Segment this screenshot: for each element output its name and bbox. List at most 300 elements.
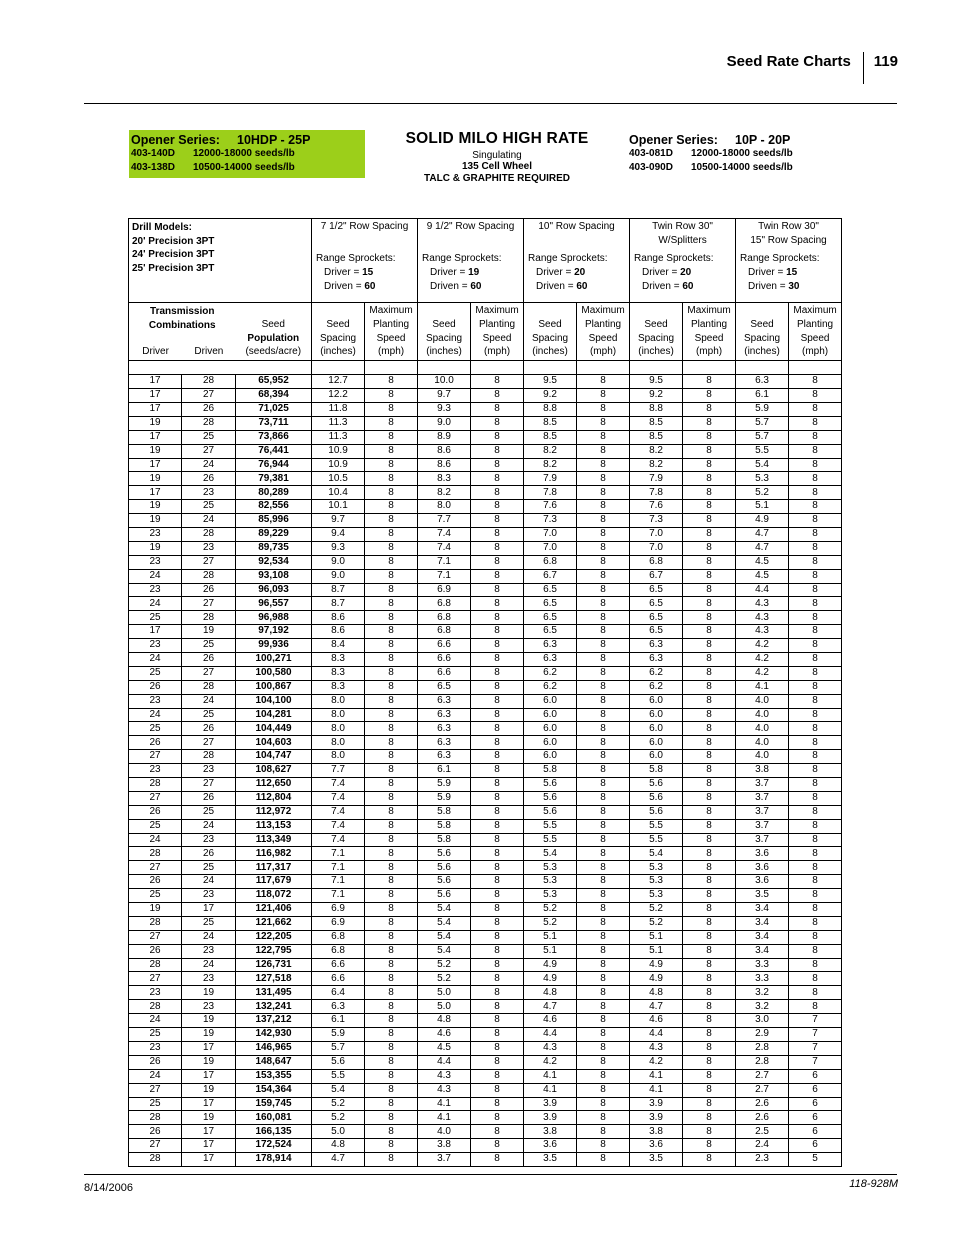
max-speed-cell: 8 (577, 375, 630, 389)
driven-sprocket: Driven = 60 (430, 280, 482, 292)
max-speed-cell: 8 (789, 986, 842, 1000)
seed-spacing-cell: 9.2 (524, 389, 577, 403)
max-speed-cell: 8 (365, 889, 418, 903)
seed-population-cell: 73,711 (236, 416, 312, 430)
driver-cell: 28 (129, 916, 182, 930)
seed-spacing-cell: 6.5 (630, 611, 683, 625)
drill-model: 24' Precision 3PT (132, 249, 215, 261)
seed-population-cell: 93,108 (236, 569, 312, 583)
seed-spacing-cell: 3.6 (736, 847, 789, 861)
seed-population-cell: 96,557 (236, 597, 312, 611)
max-speed-cell: 8 (577, 583, 630, 597)
max-speed-cell: 8 (471, 750, 524, 764)
max-speed-cell: 8 (365, 639, 418, 653)
seed-population-cell: 142,930 (236, 1028, 312, 1042)
max-speed-cell: 8 (683, 389, 736, 403)
max-speed-cell: 8 (577, 430, 630, 444)
table-row (129, 389, 842, 403)
seed-spacing-cell: 8.6 (312, 611, 365, 625)
max-speed-header: Maximum Planting Speed (mph) (471, 303, 524, 361)
driver-cell: 24 (129, 708, 182, 722)
max-speed-cell: 8 (471, 1055, 524, 1069)
max-speed-cell: 8 (365, 972, 418, 986)
max-speed-cell: 8 (789, 569, 842, 583)
group-header (312, 219, 418, 248)
pop-label: (seeds/acre) (245, 346, 302, 358)
seed-spacing-cell: 3.8 (736, 764, 789, 778)
seed-population-cell: 160,081 (236, 1111, 312, 1125)
max-speed-cell: 8 (471, 875, 524, 889)
max-speed-cell: 8 (471, 930, 524, 944)
table-row (129, 986, 842, 1000)
max-speed-cell: 8 (365, 847, 418, 861)
table-row (129, 625, 842, 639)
table-row (129, 708, 842, 722)
max-speed-cell: 8 (471, 764, 524, 778)
drill-model: 20' Precision 3PT (132, 235, 215, 247)
seed-spacing-cell: 11.3 (312, 430, 365, 444)
max-speed-cell: 8 (577, 764, 630, 778)
seed-spacing-cell: 3.7 (736, 833, 789, 847)
seed-spacing-cell: 5.5 (630, 819, 683, 833)
seed-spacing-cell: 8.2 (630, 444, 683, 458)
max-speed-cell: 8 (683, 875, 736, 889)
seed-population-cell: 89,229 (236, 527, 312, 541)
max-speed-cell: 8 (577, 611, 630, 625)
seed-spacing-cell: 8.6 (312, 625, 365, 639)
max-speed-cell: 8 (365, 541, 418, 555)
max-speed-cell: 8 (789, 694, 842, 708)
driver-cell: 19 (129, 500, 182, 514)
max-speed-cell: 8 (365, 569, 418, 583)
max-speed-cell: 8 (683, 833, 736, 847)
max-speed-cell: 8 (683, 666, 736, 680)
group-header (524, 219, 630, 248)
part-number: 403-140D (131, 148, 175, 159)
seed-spacing-cell: 3.4 (736, 944, 789, 958)
driver-cell: 25 (129, 819, 182, 833)
max-speed-cell: 8 (365, 680, 418, 694)
max-speed-cell: 8 (471, 805, 524, 819)
max-speed-cell: 8 (577, 1000, 630, 1014)
max-speed-cell: 8 (789, 527, 842, 541)
table-row (129, 903, 842, 917)
seed-spacing-cell: 5.6 (630, 791, 683, 805)
seed-spacing-cell: 7.4 (312, 833, 365, 847)
seed-spacing-cell: 5.1 (524, 930, 577, 944)
opener-series: 10P - 20P (735, 133, 791, 147)
seed-spacing-cell: 7.0 (630, 527, 683, 541)
max-speed-cell: 8 (789, 708, 842, 722)
seed-population-cell: 96,093 (236, 583, 312, 597)
driver-cell: 26 (129, 944, 182, 958)
driver-cell: 17 (129, 430, 182, 444)
seed-spacing-cell: 5.7 (736, 416, 789, 430)
seed-spacing-cell: 4.7 (736, 527, 789, 541)
opener-series: 10HDP - 25P (237, 133, 311, 147)
max-speed-cell: 8 (471, 1028, 524, 1042)
driver-cell: 26 (129, 736, 182, 750)
seed-spacing-cell: 5.5 (524, 833, 577, 847)
table-row (129, 583, 842, 597)
driver-cell: 23 (129, 583, 182, 597)
max-speed-cell: 8 (365, 653, 418, 667)
driver-cell: 19 (129, 541, 182, 555)
table-row (129, 791, 842, 805)
max-speed-cell: 8 (683, 819, 736, 833)
max-speed-cell: 8 (683, 1139, 736, 1153)
seed-spacing-cell: 7.3 (524, 514, 577, 528)
seed-spacing-cell: 7.1 (312, 847, 365, 861)
table-row (129, 430, 842, 444)
max-speed-cell: 8 (365, 764, 418, 778)
seed-population-cell: 117,679 (236, 875, 312, 889)
seed-spacing-cell: 6.0 (630, 722, 683, 736)
seed-spacing-cell: 8.9 (418, 430, 471, 444)
seed-spacing-cell: 8.3 (312, 666, 365, 680)
max-speed-cell: 8 (365, 694, 418, 708)
seed-population-cell: 122,205 (236, 930, 312, 944)
seed-spacing-header: Seed Spacing (inches) (418, 303, 471, 361)
seed-spacing-cell: 4.3 (418, 1069, 471, 1083)
max-speed-cell: 8 (577, 1097, 630, 1111)
seed-spacing-cell: 5.6 (418, 861, 471, 875)
max-speed-header: Maximum Planting Speed (mph) (577, 303, 630, 361)
seed-spacing-cell: 5.6 (524, 791, 577, 805)
seed-spacing-cell: 6.1 (736, 389, 789, 403)
seed-spacing-cell: 5.9 (736, 402, 789, 416)
max-speed-cell: 8 (683, 639, 736, 653)
driven-cell: 27 (182, 736, 236, 750)
driver-cell: 26 (129, 1125, 182, 1139)
max-speed-cell: 8 (683, 861, 736, 875)
max-speed-cell: 8 (471, 541, 524, 555)
header-rule (84, 103, 897, 104)
max-speed-cell: 8 (683, 500, 736, 514)
max-speed-cell: 8 (577, 875, 630, 889)
max-speed-cell: 8 (365, 500, 418, 514)
driven-cell: 17 (182, 1153, 236, 1167)
driver-cell: 25 (129, 889, 182, 903)
max-speed-cell: 8 (683, 680, 736, 694)
seed-spacing-cell: 5.4 (524, 847, 577, 861)
max-speed-cell: 8 (683, 1055, 736, 1069)
driver-cell: 24 (129, 569, 182, 583)
max-speed-cell: 8 (471, 555, 524, 569)
max-speed-cell: 8 (365, 736, 418, 750)
driven-cell: 19 (182, 1028, 236, 1042)
max-speed-cell: 8 (577, 986, 630, 1000)
seed-spacing-cell: 3.7 (736, 791, 789, 805)
seed-spacing-cell: 4.8 (312, 1139, 365, 1153)
seed-spacing-cell: 4.2 (630, 1055, 683, 1069)
table-row (129, 541, 842, 555)
max-speed-cell: 8 (683, 555, 736, 569)
max-speed-cell: 8 (471, 514, 524, 528)
max-speed-cell: 8 (683, 597, 736, 611)
driver-cell: 28 (129, 1111, 182, 1125)
driven-cell: 27 (182, 597, 236, 611)
seed-spacing-cell: 7.7 (418, 514, 471, 528)
max-speed-cell: 8 (683, 472, 736, 486)
max-speed-cell: 8 (577, 889, 630, 903)
driver-cell: 25 (129, 611, 182, 625)
seed-population-cell: 122,795 (236, 944, 312, 958)
max-speed-cell: 7 (789, 1028, 842, 1042)
max-speed-cell: 8 (577, 972, 630, 986)
table-row (129, 527, 842, 541)
seed-spacing-cell: 3.9 (524, 1111, 577, 1125)
seed-spacing-cell: 4.3 (736, 625, 789, 639)
seed-spacing-cell: 6.3 (418, 750, 471, 764)
driven-cell: 28 (182, 680, 236, 694)
max-speed-cell: 8 (789, 764, 842, 778)
driver-cell: 17 (129, 389, 182, 403)
document-code: 118-928M (849, 1178, 898, 1190)
table-row (129, 611, 842, 625)
max-speed-cell: 8 (789, 833, 842, 847)
seed-spacing-cell: 8.8 (524, 402, 577, 416)
seed-spacing-cell: 6.0 (630, 750, 683, 764)
part-desc: 10500-14000 seeds/lb (193, 162, 295, 173)
driven-cell: 28 (182, 569, 236, 583)
max-speed-cell: 8 (577, 778, 630, 792)
seed-spacing-cell: 6.6 (418, 666, 471, 680)
max-speed-cell: 7 (789, 1055, 842, 1069)
driven-cell: 25 (182, 805, 236, 819)
seed-spacing-cell: 4.8 (418, 1014, 471, 1028)
max-speed-cell: 8 (683, 653, 736, 667)
max-speed-cell: 8 (471, 486, 524, 500)
seed-spacing-cell: 9.7 (312, 514, 365, 528)
seed-spacing-cell: 8.0 (418, 500, 471, 514)
max-speed-cell: 8 (789, 861, 842, 875)
seed-spacing-cell: 3.0 (736, 1014, 789, 1028)
max-speed-cell: 8 (471, 722, 524, 736)
max-speed-cell: 8 (471, 791, 524, 805)
seed-spacing-cell: 6.6 (312, 958, 365, 972)
seed-spacing-cell: 3.2 (736, 1000, 789, 1014)
max-speed-cell: 8 (577, 416, 630, 430)
max-speed-cell: 8 (365, 389, 418, 403)
max-speed-cell: 8 (577, 389, 630, 403)
seed-spacing-cell: 4.7 (524, 1000, 577, 1014)
seed-spacing-cell: 6.0 (630, 708, 683, 722)
max-speed-cell: 8 (577, 639, 630, 653)
page-number: 119 (873, 53, 898, 70)
max-speed-cell: 8 (789, 486, 842, 500)
driven-cell: 27 (182, 444, 236, 458)
max-speed-cell: 8 (683, 1014, 736, 1028)
seed-spacing-cell: 5.0 (312, 1125, 365, 1139)
max-speed-cell: 8 (365, 778, 418, 792)
opener-left-box (129, 130, 365, 178)
seed-spacing-cell: 7.6 (630, 500, 683, 514)
table-row (129, 1055, 842, 1069)
seed-spacing-cell: 3.8 (630, 1125, 683, 1139)
seed-spacing-cell: 6.3 (418, 736, 471, 750)
seed-spacing-cell: 4.1 (524, 1083, 577, 1097)
table-row (129, 1153, 842, 1167)
seed-population-cell: 85,996 (236, 514, 312, 528)
seed-population-cell: 80,289 (236, 486, 312, 500)
seed-spacing-cell: 6.1 (418, 764, 471, 778)
seed-spacing-cell: 6.5 (524, 583, 577, 597)
max-speed-cell: 8 (789, 847, 842, 861)
seed-spacing-cell: 5.2 (630, 903, 683, 917)
seed-spacing-cell: 6.5 (524, 597, 577, 611)
table-row (129, 500, 842, 514)
driven-cell: 23 (182, 889, 236, 903)
table-row (129, 472, 842, 486)
seed-population-cell: 178,914 (236, 1153, 312, 1167)
seed-spacing-cell: 4.4 (736, 583, 789, 597)
seed-spacing-cell: 4.1 (736, 680, 789, 694)
driver-cell: 23 (129, 694, 182, 708)
max-speed-cell: 8 (683, 611, 736, 625)
max-speed-cell: 8 (471, 500, 524, 514)
seed-spacing-cell: 6.8 (418, 611, 471, 625)
seed-spacing-cell: 3.4 (736, 903, 789, 917)
seed-spacing-cell: 4.8 (524, 986, 577, 1000)
driver-sprocket: Driver = 15 (324, 266, 374, 278)
section-title: Seed Rate Charts (726, 53, 851, 70)
seed-spacing-cell: 4.1 (630, 1069, 683, 1083)
driven-cell: 23 (182, 541, 236, 555)
max-speed-cell: 8 (789, 750, 842, 764)
seed-spacing-cell: 9.7 (418, 389, 471, 403)
seed-spacing-cell: 9.5 (524, 375, 577, 389)
max-speed-cell: 8 (471, 944, 524, 958)
max-speed-cell: 8 (577, 402, 630, 416)
seed-spacing-cell: 8.5 (630, 430, 683, 444)
table-row (129, 694, 842, 708)
seed-spacing-cell: 4.7 (630, 1000, 683, 1014)
driver-cell: 26 (129, 680, 182, 694)
seed-spacing-cell: 4.6 (524, 1014, 577, 1028)
seed-population-cell: 97,192 (236, 625, 312, 639)
seed-spacing-cell: 8.2 (630, 458, 683, 472)
seed-spacing-cell: 5.2 (418, 958, 471, 972)
max-speed-cell: 8 (365, 1028, 418, 1042)
max-speed-cell: 5 (789, 1153, 842, 1167)
seed-spacing-cell: 4.5 (736, 555, 789, 569)
seed-spacing-cell: 5.2 (312, 1097, 365, 1111)
driven-cell: 26 (182, 583, 236, 597)
driven-cell: 23 (182, 764, 236, 778)
max-speed-cell: 8 (789, 611, 842, 625)
drill-models-label: Drill Models: (132, 222, 193, 233)
seed-spacing-cell: 7.1 (312, 861, 365, 875)
seed-rate-table (128, 218, 842, 1167)
seed-spacing-cell: 7.1 (312, 875, 365, 889)
driven-cell: 19 (182, 1111, 236, 1125)
group-header (630, 219, 736, 248)
max-speed-cell: 8 (471, 861, 524, 875)
max-speed-cell: 8 (683, 708, 736, 722)
driven-cell: 17 (182, 1125, 236, 1139)
seed-spacing-cell: 3.4 (736, 916, 789, 930)
seed-population-cell: 76,441 (236, 444, 312, 458)
max-speed-cell: 8 (365, 527, 418, 541)
seed-spacing-cell: 3.5 (524, 1153, 577, 1167)
seed-spacing-cell: 6.9 (312, 903, 365, 917)
max-speed-cell: 8 (683, 1041, 736, 1055)
max-speed-cell: 8 (789, 930, 842, 944)
sprocket-label: Range Sprockets: (528, 253, 608, 265)
driven-cell: 19 (182, 1014, 236, 1028)
driver-sprocket: Driver = 19 (430, 266, 480, 278)
seed-spacing-cell: 5.4 (312, 1083, 365, 1097)
seed-population-cell: 126,731 (236, 958, 312, 972)
driven-cell: 25 (182, 916, 236, 930)
part-number: 403-138D (131, 162, 175, 173)
max-speed-cell: 8 (577, 847, 630, 861)
max-speed-cell: 8 (577, 944, 630, 958)
driven-sprocket: Driven = 30 (748, 280, 800, 292)
max-speed-cell: 8 (365, 597, 418, 611)
driver-cell: 27 (129, 1139, 182, 1153)
driven-cell: 19 (182, 625, 236, 639)
max-speed-cell: 6 (789, 1083, 842, 1097)
max-speed-cell: 8 (471, 1097, 524, 1111)
max-speed-cell: 8 (683, 778, 736, 792)
seed-population-cell: 104,603 (236, 736, 312, 750)
part-number: 403-081D (629, 148, 673, 159)
seed-population-cell: 116,982 (236, 847, 312, 861)
max-speed-cell: 8 (683, 1153, 736, 1167)
seed-spacing-cell: 5.1 (736, 500, 789, 514)
seed-spacing-cell: 6.3 (418, 722, 471, 736)
table-row (129, 1000, 842, 1014)
max-speed-cell: 8 (683, 486, 736, 500)
driver-cell: 28 (129, 958, 182, 972)
max-speed-cell: 8 (365, 430, 418, 444)
driver-cell: 27 (129, 1083, 182, 1097)
driver-cell: 19 (129, 472, 182, 486)
max-speed-cell: 6 (789, 1139, 842, 1153)
seed-spacing-cell: 2.9 (736, 1028, 789, 1042)
max-speed-cell: 6 (789, 1097, 842, 1111)
seed-spacing-cell: 3.6 (630, 1139, 683, 1153)
seed-spacing-cell: 10.4 (312, 486, 365, 500)
seed-spacing-cell: 4.4 (524, 1028, 577, 1042)
max-speed-cell: 8 (471, 639, 524, 653)
seed-spacing-cell: 8.3 (312, 653, 365, 667)
max-speed-cell: 8 (789, 639, 842, 653)
table-row (129, 569, 842, 583)
cell-wheel: 135 Cell Wheel (461, 161, 533, 172)
table-row (129, 1041, 842, 1055)
max-speed-cell: 8 (577, 1125, 630, 1139)
seed-spacing-cell: 3.7 (736, 805, 789, 819)
driven-cell: 17 (182, 1069, 236, 1083)
seed-spacing-cell: 4.2 (524, 1055, 577, 1069)
driven-cell: 17 (182, 903, 236, 917)
drill-models (129, 219, 312, 303)
max-speed-cell: 8 (365, 666, 418, 680)
max-speed-cell: 8 (471, 847, 524, 861)
seed-population-cell: 82,556 (236, 500, 312, 514)
max-speed-cell: 8 (365, 833, 418, 847)
max-speed-cell: 8 (365, 958, 418, 972)
sprocket-label: Range Sprockets: (316, 253, 396, 265)
max-speed-cell: 8 (577, 903, 630, 917)
max-speed-cell: 8 (577, 625, 630, 639)
table-row (129, 639, 842, 653)
max-speed-cell: 8 (365, 1000, 418, 1014)
driver-cell: 25 (129, 722, 182, 736)
